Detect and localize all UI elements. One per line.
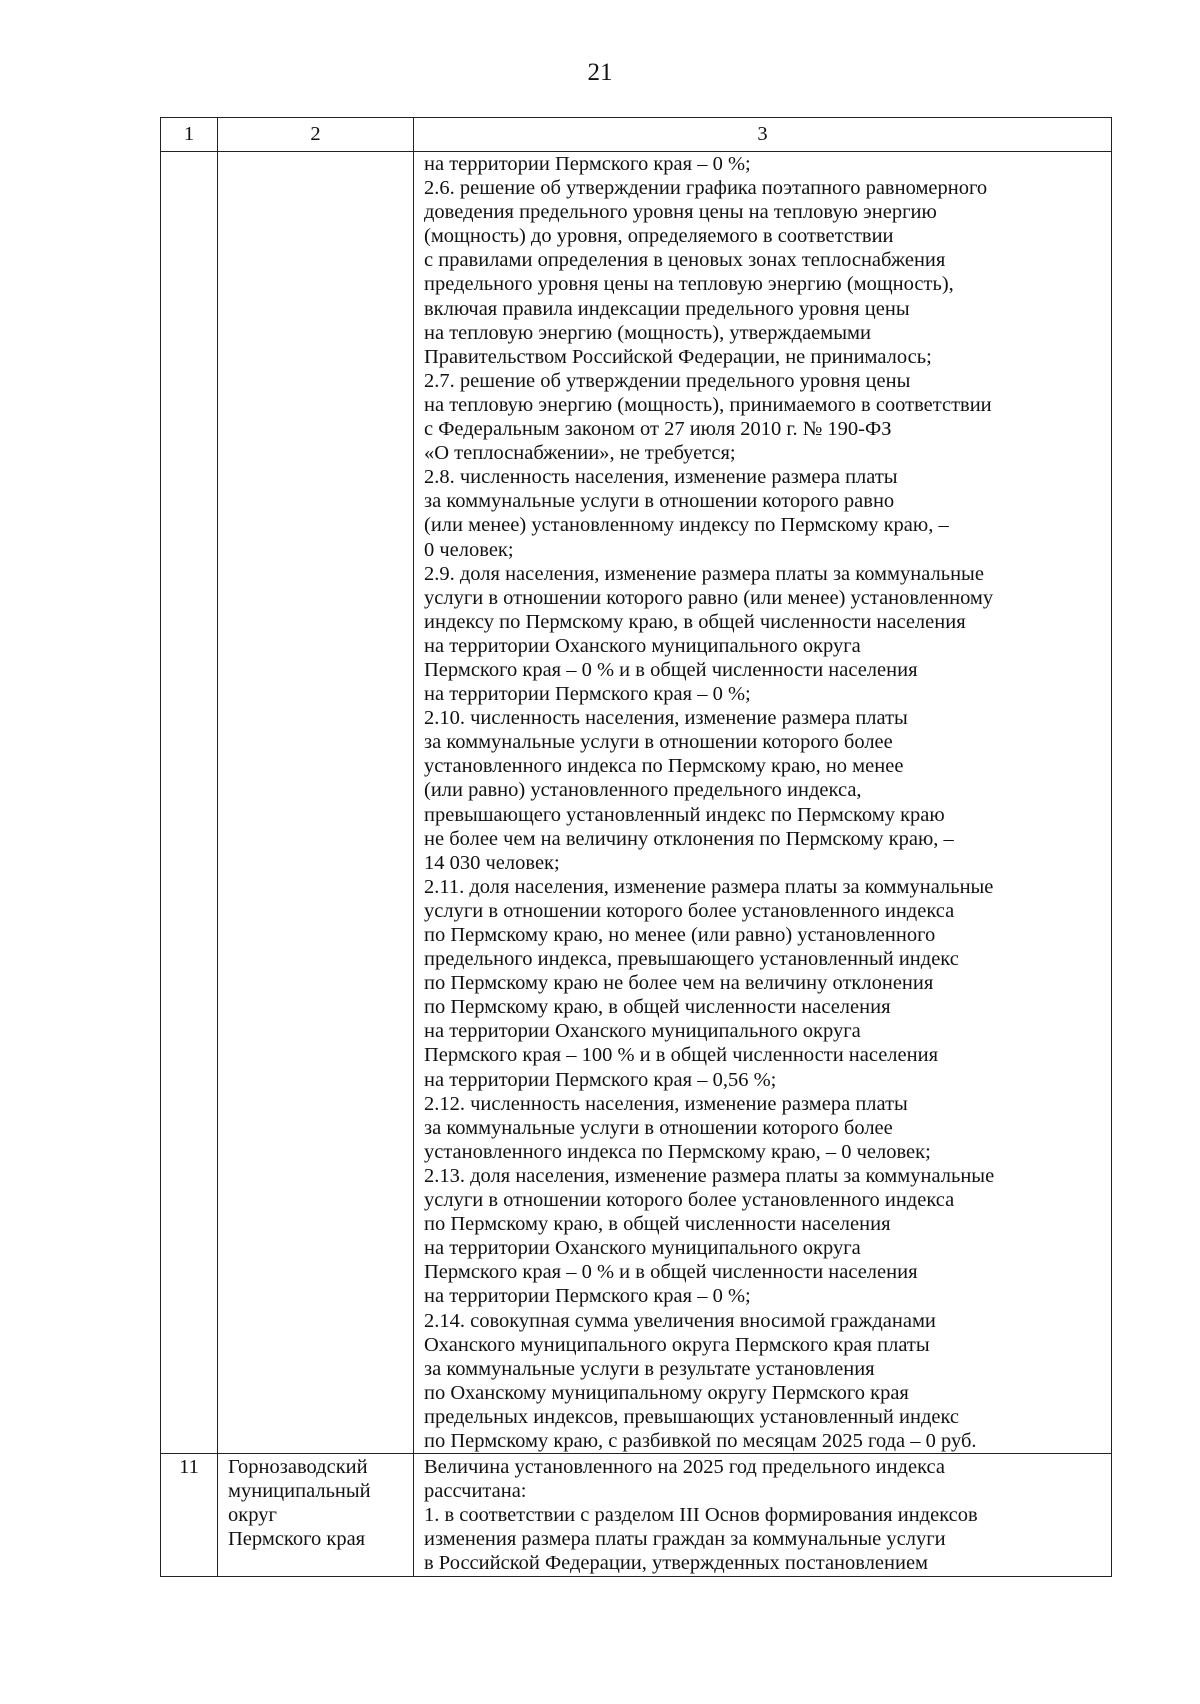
text-line: на территории Пермского края – 0,56 %;	[424, 1068, 777, 1091]
text-line: услуги в отношении которого более установленного индекса	[424, 1189, 955, 1212]
text-line: в Российской Федерации, утвержденных постановлением	[424, 1552, 929, 1575]
text-line: 2.7. решение об утверждении предельного уровня цены	[424, 369, 911, 392]
text-line: 2.13. доля населения, изменение размера платы за коммунальные	[424, 1164, 995, 1187]
text-line: на территории Пермского края – 0 %;	[424, 683, 751, 706]
continuation-text-lines	[424, 152, 1109, 1453]
text-line: 2.10. численность населения, изменение размера платы	[424, 707, 908, 730]
text-line: Пермского края – 0 % и в общей численности населения	[424, 1261, 918, 1284]
text-line: на территории Оханского муниципального округа	[424, 634, 861, 657]
text-line: 14 030 человек;	[424, 851, 560, 874]
text-line: с правилами определения в ценовых зонах теплоснабжения	[424, 249, 946, 272]
municipality-name-line: Пермского края	[228, 1528, 366, 1551]
text-line: 2.12. численность населения, изменение размера платы	[424, 1092, 908, 1115]
text-line: за коммунальные услуги в результате установления	[424, 1357, 875, 1380]
continuation-name-cell	[218, 152, 414, 1454]
text-line: 1. в соответствии с разделом III Основ формирования индексов	[424, 1504, 978, 1527]
row-text-lines	[424, 1455, 1109, 1575]
text-line: на территории Пермского края – 0 %;	[424, 1285, 751, 1308]
text-line: 2.6. решение об утверждении графика поэтапного равномерного	[424, 177, 988, 200]
text-line: по Пермскому краю, с разбивкой по месяцам 2025 года – 0 руб.	[424, 1429, 977, 1452]
text-line: не более чем на величину отклонения по Пермскому краю, –	[424, 827, 954, 850]
municipality-name-cell	[218, 1454, 414, 1576]
text-line: «О теплоснабжении», не требуется;	[424, 442, 736, 465]
text-line: услуги в отношении которого более установленного индекса	[424, 899, 955, 922]
header-col-3: 3	[414, 118, 1112, 152]
municipality-name-line: округ	[228, 1504, 277, 1527]
text-line: по Оханскому муниципальному округу Пермского края	[424, 1381, 909, 1404]
table-row-continuation	[161, 152, 1112, 1454]
text-line: 2.8. численность населения, изменение размера платы	[424, 466, 898, 489]
text-line: по Пермскому краю не более чем на величину отклонения	[424, 972, 934, 995]
text-line: рассчитана:	[424, 1480, 527, 1503]
text-line: на территории Оханского муниципального округа	[424, 1020, 861, 1043]
document-table	[160, 117, 1112, 1577]
text-line: Величина установленного на 2025 год предельного индекса	[424, 1456, 945, 1479]
text-line: за коммунальные услуги в отношении которого более	[424, 1116, 893, 1139]
municipality-name-lines	[228, 1455, 413, 1551]
text-line: по Пермскому краю, но менее (или равно) установленного	[424, 924, 936, 946]
text-line: 2.9. доля населения, изменение размера платы за коммунальные	[424, 562, 984, 585]
text-line: Правительством Российской Федерации, не принималось;	[424, 345, 932, 368]
table-header-row	[161, 118, 1112, 152]
text-line: предельных индексов, превышающих установленный индекс	[424, 1405, 960, 1428]
text-line: на тепловую энергию (мощность), утверждаемыми	[424, 321, 871, 344]
text-line: установленного индекса по Пермскому краю, но менее	[424, 755, 904, 778]
row-number-cell	[161, 1454, 218, 1576]
text-line: (мощность) до уровня, определяемого в соответствии	[424, 225, 894, 248]
text-line: 2.11. доля населения, изменение размера платы за коммунальные	[424, 875, 994, 898]
text-line: превышающего установленный индекс по Пермскому краю	[424, 803, 945, 826]
text-line: включая правила индексации предельного уровня цены	[424, 297, 910, 320]
header-col-2: 2	[218, 118, 414, 152]
text-line: на территории Оханского муниципального округа	[424, 1237, 861, 1260]
continuation-text-cell	[414, 152, 1112, 1454]
text-line: услуги в отношении которого равно (или менее) установленному	[424, 586, 994, 609]
text-line: по Пермскому краю, в общей численности населения	[424, 996, 891, 1019]
row-number: 11	[179, 1456, 199, 1479]
text-line: предельного уровня цены на тепловую энергию (мощность),	[424, 273, 954, 296]
text-line: изменения размера платы граждан за коммунальные услуги	[424, 1528, 946, 1551]
text-line: Пермского края – 100 % и в общей численности населения	[424, 1044, 939, 1067]
table-row-11	[161, 1454, 1112, 1576]
text-line: на территории Пермского края – 0 %;	[424, 153, 751, 175]
text-line: предельного индекса, превышающего установленный индекс	[424, 948, 959, 971]
text-line: доведения предельного уровня цены на тепловую энергию	[424, 201, 937, 224]
continuation-number-cell	[161, 152, 218, 1454]
text-line: (или равно) установленного предельного индекса,	[424, 779, 862, 802]
text-line: по Пермскому краю, в общей численности населения	[424, 1213, 891, 1236]
row-text-cell	[414, 1454, 1112, 1576]
header-col-1: 1	[161, 118, 218, 152]
text-line: (или менее) установленному индексу по Пермскому краю, –	[424, 514, 949, 537]
text-line: Оханского муниципального округа Пермского края платы	[424, 1333, 930, 1356]
text-line: за коммунальные услуги в отношении которого равно	[424, 490, 895, 513]
text-line: индексу по Пермскому краю, в общей численности населения	[424, 610, 966, 633]
text-line: 2.14. совокупная сумма увеличения вносимой гражданами	[424, 1309, 936, 1332]
page-number: 21	[587, 59, 613, 86]
text-line: Пермского края – 0 % и в общей численности населения	[424, 658, 918, 681]
text-line: 0 человек;	[424, 538, 514, 561]
text-line: с Федеральным законом от 27 июля 2010 г. № 190-ФЗ	[424, 418, 892, 441]
text-line: на тепловую энергию (мощность), принимаемого в соответствии	[424, 393, 992, 416]
text-line: установленного индекса по Пермскому краю, – 0 человек;	[424, 1140, 931, 1163]
municipality-name-line: Горнозаводский	[228, 1456, 368, 1479]
text-line: за коммунальные услуги в отношении которого более	[424, 731, 893, 754]
municipality-name-line: муниципальный	[228, 1480, 371, 1503]
